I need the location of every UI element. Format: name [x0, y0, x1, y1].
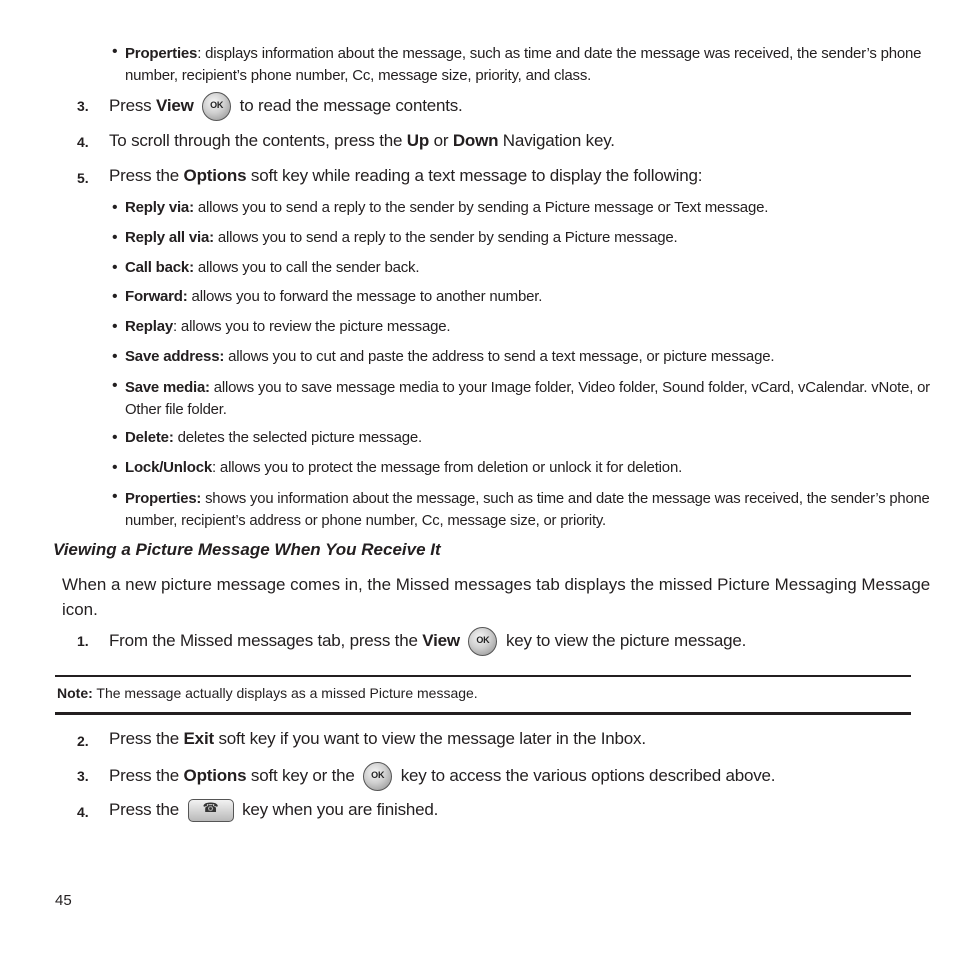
section-heading: Viewing a Picture Message When You Receive It — [53, 540, 441, 559]
note — [57, 685, 478, 701]
bullet-text-cont: number, recipient’s phone number, Cc, message size, priority, and class. — [125, 67, 592, 84]
key-name: Exit — [183, 729, 214, 748]
option-item — [125, 377, 930, 421]
option-term: Forward: — [125, 288, 188, 305]
step-4b-text — [109, 799, 438, 822]
option-item — [125, 488, 930, 532]
step-text: key to access the various options described above. — [396, 765, 776, 785]
step-text: Navigation key. — [498, 131, 615, 150]
option-item — [125, 459, 682, 476]
step-number: 4. — [77, 804, 89, 820]
key-name: View — [155, 95, 194, 115]
option-item — [125, 199, 768, 216]
option-term: Properties: — [125, 490, 202, 507]
bullet-marker: • — [112, 259, 118, 276]
option-term: Save address: — [125, 348, 225, 365]
key-name: Options — [183, 166, 247, 185]
bullet-marker: • — [112, 429, 118, 446]
option-item — [125, 229, 678, 246]
step-5-text — [109, 166, 702, 186]
option-item — [125, 318, 450, 335]
step-number: 3. — [77, 98, 89, 114]
step-text: key when you are finished. — [237, 799, 439, 819]
step-text: From the Missed messages tab, press the — [109, 630, 423, 650]
step-text: Press the — [109, 765, 184, 785]
step-text: Press the — [109, 729, 184, 748]
step-text: soft key if you want to view the message later in the Inbox. — [213, 729, 646, 748]
option-item — [125, 348, 774, 365]
step-3-text — [109, 92, 463, 121]
ok-key-icon — [202, 92, 231, 121]
option-item — [125, 288, 542, 305]
bullet-marker: • — [112, 377, 118, 394]
option-term: Replay — [125, 318, 173, 335]
end-key-icon — [188, 799, 234, 822]
bullet-marker: • — [112, 229, 118, 246]
step-text: To scroll through the contents, press the — [109, 131, 407, 150]
option-text: shows you information about the message, such as time and date the message was received, the sender’s phone — [201, 490, 930, 507]
option-item — [125, 259, 419, 276]
option-text-cont: Other file folder. — [125, 401, 227, 418]
step-number: 4. — [77, 134, 89, 150]
option-text-cont: number, recipient’s address or phone number, Cc, message size, or priority. — [125, 512, 606, 529]
option-text: allows you to forward the message to another number. — [187, 288, 543, 305]
ok-key-icon — [468, 627, 497, 656]
option-term: Delete: — [125, 429, 174, 446]
key-name: View — [422, 630, 460, 650]
note-label: Note: — [57, 685, 93, 701]
option-text: : allows you to review the picture message. — [173, 318, 451, 335]
option-term: Call back: — [125, 259, 194, 276]
page-number: 45 — [55, 892, 72, 909]
key-name: Up — [406, 131, 430, 150]
option-item — [125, 429, 422, 446]
step-text: soft key while reading a text message to display the following: — [246, 166, 703, 185]
step-number: 2. — [77, 733, 89, 749]
properties-bullet — [125, 43, 921, 87]
step-number: 1. — [77, 633, 89, 649]
note-text: The message actually displays as a missed Picture message. — [92, 685, 478, 701]
note-top-rule — [55, 675, 911, 677]
step-2-text — [109, 729, 646, 749]
bullet-marker: • — [112, 488, 118, 505]
option-text: : allows you to protect the message from deletion or unlock it for deletion. — [212, 459, 683, 476]
step-text: soft key or the — [246, 765, 360, 785]
bullet-marker: • — [112, 348, 118, 365]
step-number: 5. — [77, 170, 89, 186]
option-term: Lock/Unlock — [125, 459, 212, 476]
step-3b-text — [109, 762, 775, 791]
step-text: or — [429, 131, 453, 150]
option-text: allows you to cut and paste the address to send a text message, or picture message. — [224, 348, 775, 365]
option-text: deletes the selected picture message. — [173, 429, 423, 446]
ok-key-icon — [363, 762, 392, 791]
step-4-text — [109, 131, 615, 151]
step-text: Press the — [109, 799, 184, 819]
step-number: 3. — [77, 768, 89, 784]
paragraph-line: icon. — [62, 600, 98, 619]
step-1-text — [109, 627, 746, 656]
option-text: allows you to save message media to your Image folder, Video folder, Sound folder, vCard, vCalendar. vNote, or — [209, 379, 930, 396]
key-name: Options — [183, 765, 247, 785]
step-text: to read the message contents. — [235, 95, 463, 115]
bullet-text: : displays information about the message, such as time and date the message was received, the sender’s phone — [197, 45, 922, 62]
option-text: allows you to send a reply to the sender by sending a Picture message or Text message. — [193, 199, 769, 216]
key-name: Down — [452, 131, 499, 150]
option-term: Reply via: — [125, 199, 194, 216]
step-text: key to view the picture message. — [501, 630, 747, 650]
bullet-marker: • — [112, 43, 118, 60]
option-text: allows you to call the sender back. — [193, 259, 420, 276]
bullet-marker: • — [112, 288, 118, 305]
section-paragraph — [62, 572, 930, 622]
option-text: allows you to send a reply to the sender by sending a Picture message. — [213, 229, 678, 246]
bullet-marker: • — [112, 459, 118, 476]
option-term: Save media: — [125, 379, 210, 396]
paragraph-line: When a new picture message comes in, the Missed messages tab displays the missed Picture Messaging Message — [62, 575, 931, 594]
step-text: Press — [109, 95, 156, 115]
bullet-marker: • — [112, 199, 118, 216]
note-bottom-rule — [55, 712, 911, 715]
option-term: Reply all via: — [125, 229, 214, 246]
bullet-marker: • — [112, 318, 118, 335]
bullet-term: Properties — [125, 45, 198, 62]
step-text: Press the — [109, 166, 184, 185]
